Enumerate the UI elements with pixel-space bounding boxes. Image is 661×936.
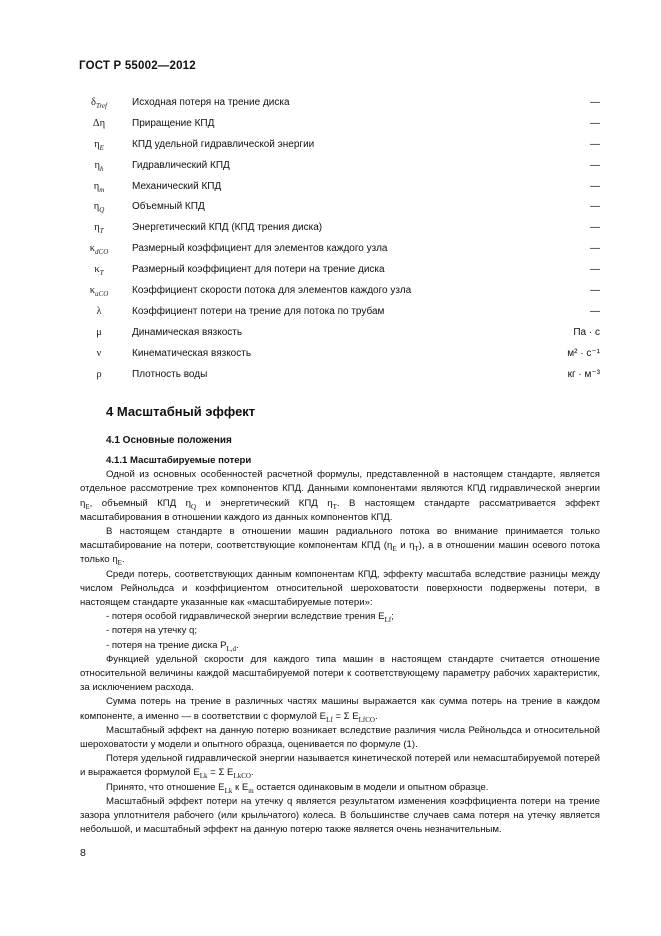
- symbol-unit: —: [590, 201, 600, 213]
- symbol-unit: Па · с: [573, 326, 600, 338]
- symbol-description: Динамическая вязкость: [132, 326, 243, 338]
- list-item-1: - потеря особой гидравлической энергии вследствие трения $E_{Lf}$;: [106, 611, 394, 625]
- paragraph-6: Масштабный эффект на данную потерю возникает вследствие различия числа Рейнольдса и относительной шероховатости у модели и опытного образца, оценивается по формуле (1).: [80, 724, 600, 751]
- symbol-description: Механический КПД: [132, 180, 222, 192]
- symbol: $\eta_m$: [93, 180, 105, 194]
- paragraph-7: Потеря удельной гидравлической энергии называется кинетической потерей или немасштабируемой потерей и выражается формулой $E_{Lk} = \Sigma$ $E_{LkCO}$.: [80, 753, 600, 781]
- symbol-description: Гидравлический КПД: [132, 159, 230, 171]
- symbol-row: [60, 114, 600, 135]
- symbol-row: [60, 93, 600, 114]
- symbol-row: [60, 365, 600, 386]
- symbol-unit: —: [590, 180, 600, 192]
- symbol-row: [60, 323, 600, 344]
- document-header: ГОСТ Р 55002—2012: [79, 60, 196, 72]
- symbol-unit: —: [590, 305, 600, 317]
- symbol: $\kappa_{dCO}$: [89, 243, 109, 257]
- paragraph-8: Принято, что отношение $E_{Lk}$ к $E_m$ остается одинаковым в модели и опытном образце.: [106, 781, 489, 795]
- symbol-description: Приращение КПД: [132, 117, 215, 129]
- paragraph-9: Масштабный эффект потери на утечку q является результатом изменения коэффициента потери на трение зазора уплотнителя рабочего (или крыльчатого) колеса. В большинстве случаев сама потеря на утечку является небольшой, и масштабный эффект на данную потерю также является очень незначительным.: [80, 795, 600, 836]
- symbol: μ: [96, 326, 102, 338]
- symbol-description: Размерный коэффициент для элементов каждого узла: [132, 243, 388, 255]
- list-item-2: - потеря на утечку q;: [106, 625, 198, 637]
- page-number: 8: [80, 847, 86, 859]
- subsubsection-title: 4.1.1 Масштабируемые потери: [106, 455, 252, 466]
- symbol-description: Кинематическая вязкость: [132, 347, 252, 359]
- symbol-unit: —: [590, 285, 600, 297]
- symbol-unit: —: [590, 138, 600, 150]
- symbol-unit: м² · с⁻¹: [567, 347, 600, 359]
- symbol-description: Размерный коэффициент для потери на трение диска: [132, 264, 385, 276]
- symbol-description: Коэффициент скорости потока для элементов каждого узла: [132, 285, 412, 297]
- symbol: $\eta_Q$: [93, 201, 105, 215]
- symbol-description: КПД удельной гидравлической энергии: [132, 138, 315, 150]
- symbol-row: [60, 197, 600, 218]
- symbols-table: [60, 93, 600, 385]
- symbol-row: [60, 302, 600, 323]
- paragraph-1: Одной из основных особенностей расчетной формулы, представленной в настоящем стандарте, является отдельное рассмотрение трех компонентов КПД. Данными компонентами являются КПД гидравлической энергии $\eta_E$, объемный КПД $\eta_Q$ и энергетический КПД $\eta_T$. В настоящем стандарте рассматривается эффект масштабирования в отношении каждого из данных компонентов КПД.: [80, 469, 600, 523]
- body-text: [80, 454, 600, 837]
- symbol-unit: —: [590, 222, 600, 234]
- symbol-description: Исходная потеря на трение диска: [132, 97, 290, 108]
- symbol-description: Объемный КПД: [132, 201, 205, 213]
- symbol: $\eta_E$: [94, 138, 104, 152]
- symbol-unit: —: [590, 117, 600, 129]
- symbol: λ: [96, 305, 102, 317]
- symbol-row: [60, 156, 600, 177]
- symbol: $\delta_{Tref}$: [91, 97, 107, 111]
- symbol-row: [60, 344, 600, 365]
- symbol: $\kappa_T$: [94, 264, 104, 278]
- symbol-description: Коэффициент потери на трение для потока по трубам: [132, 305, 385, 317]
- symbol: $\eta_h$: [94, 159, 104, 173]
- symbol-unit: —: [590, 243, 600, 255]
- symbol-unit: —: [590, 97, 600, 108]
- section-title: 4 Масштабный эффект: [106, 404, 256, 419]
- symbol-unit: кг · м⁻³: [567, 368, 600, 380]
- paragraph-3: Среди потерь, соответствующих данным компонентам КПД, эффекту масштаба вследствие разницы между числом Рейнольдса и коэффициентом относительной шероховатости поверхности подвержены потери, в настоящем стандарте указанные как «масштабируемые потери»:: [80, 568, 600, 609]
- paragraph-4: Функцией удельной скорости для каждого типа машин в настоящем стандарте считается отношение относительной величины каждой масштабируемой потери к соответствующему параметру рабочих характеристик, за исключением расхода.: [80, 653, 600, 694]
- symbol-description: Плотность воды: [132, 368, 208, 380]
- symbol: Δη: [92, 117, 106, 129]
- paragraph-2: В настоящем стандарте в отношении машин радиального потока во внимание принимается только масштабирование на потери, соответствующие компонентам КПД ($\eta_E$ и $\eta_T$), а в отношении машин осевого потока только $\eta_E$.: [80, 526, 600, 568]
- symbol: $\eta_T$: [94, 222, 104, 236]
- subsection-title: 4.1 Основные положения: [106, 435, 232, 446]
- symbol: ρ: [96, 368, 102, 380]
- symbol: ν: [96, 347, 102, 359]
- symbol-unit: —: [590, 264, 600, 276]
- symbol-unit: —: [590, 159, 600, 171]
- symbol-row: [60, 218, 600, 239]
- symbol-row: [60, 135, 600, 156]
- symbol: $\kappa_{uCO}$: [89, 285, 109, 299]
- paragraph-5: Сумма потерь на трение в различных частях машины выражается как сумма потерь на трение в каждом компоненте, а именно — в соответствии с формулой $E_{Lf} = \Sigma$ $E_{LfCO}$.: [80, 696, 600, 724]
- symbol-description: Энергетический КПД (КПД трения диска): [132, 222, 323, 234]
- symbol-row: [60, 260, 600, 281]
- symbol-row: [60, 177, 600, 198]
- list-item-3: - потеря на трение диска $P_{L,d}$.: [106, 639, 239, 653]
- symbol-row: [60, 239, 600, 260]
- symbol-row: [60, 281, 600, 302]
